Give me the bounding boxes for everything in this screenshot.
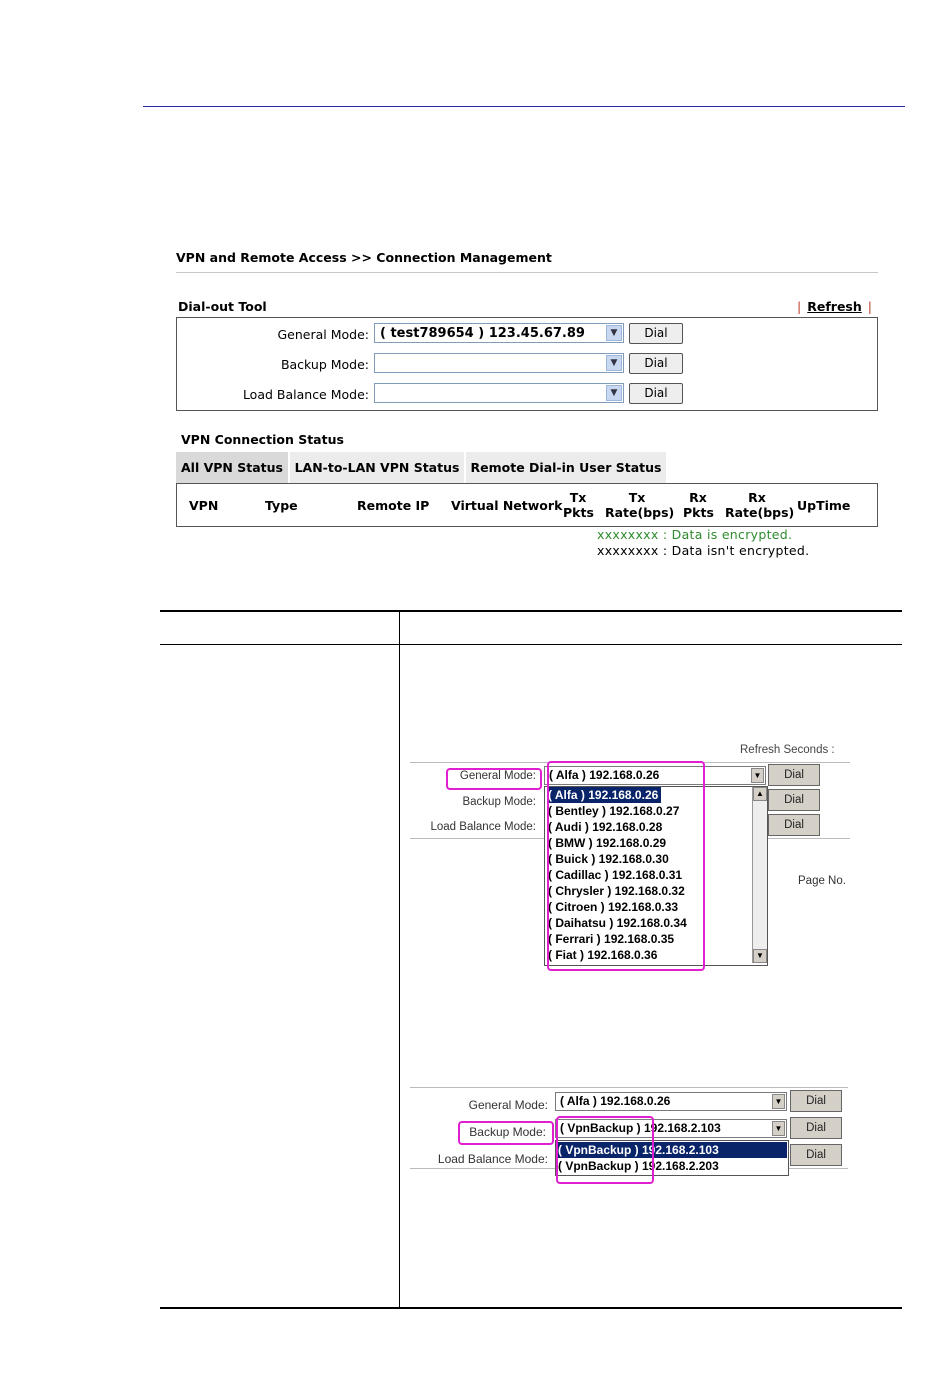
dropdown-option[interactable]: ( Buick ) 192.168.0.30	[548, 852, 669, 866]
breadcrumb-divider	[176, 272, 878, 273]
general-dial-button[interactable]: Dial	[768, 764, 820, 786]
refresh-area	[791, 299, 878, 314]
dropdown-option[interactable]: ( VpnBackup ) 192.168.2.203	[558, 1159, 719, 1173]
status-table-header	[176, 483, 878, 527]
general-mode-value: ( Alfa ) 192.168.0.26	[560, 1094, 671, 1108]
general-mode-row	[177, 323, 877, 347]
highlight-general-label	[446, 768, 542, 790]
dropdown-scrollbar[interactable]	[752, 787, 767, 963]
load-balance-dial-button[interactable]: Dial	[629, 383, 683, 404]
legend-not-encrypted: xxxxxxxx : Data isn't encrypted.	[597, 543, 810, 558]
dropdown-option[interactable]: ( Bentley ) 192.168.0.27	[548, 804, 680, 818]
load-balance-label: Load Balance Mode:	[430, 821, 536, 833]
doc-table-header-rule	[160, 644, 902, 645]
general-dial-button[interactable]: Dial	[629, 323, 683, 344]
backup-mode-value: ( VpnBackup ) 192.168.2.103	[560, 1121, 721, 1135]
general-mode-value: ( test789654 ) 123.45.67.89	[380, 326, 585, 341]
load-balance-label: Load Balance Mode:	[242, 387, 369, 402]
load-balance-dial-button[interactable]: Dial	[768, 814, 820, 836]
backup-mode-label: Backup Mode:	[280, 357, 369, 372]
breadcrumb: VPN and Remote Access >> Connection Management	[176, 250, 552, 265]
doc-table-top-rule	[160, 610, 902, 612]
backup-dial-button[interactable]: Dial	[629, 353, 683, 374]
separator: |	[797, 299, 802, 314]
col-uptime: UpTime	[797, 498, 851, 513]
vpn-status-title: VPN Connection Status	[181, 432, 344, 447]
load-balance-select[interactable]	[374, 383, 624, 403]
col-virtual-network: Virtual Network	[451, 498, 563, 513]
chevron-down-icon: ▼	[772, 1094, 785, 1109]
general-mode-label: General Mode:	[468, 1098, 548, 1112]
dropdown-option[interactable]: ( Daihatsu ) 192.168.0.34	[548, 916, 687, 930]
col-rx-rate: Rx Rate(bps)	[725, 490, 795, 520]
scroll-up-icon[interactable]: ▲	[753, 787, 767, 801]
col-remote-ip: Remote IP	[357, 498, 430, 513]
dropdown-option[interactable]: ( BMW ) 192.168.0.29	[548, 836, 667, 850]
backup-mode-row	[177, 353, 877, 377]
col-tx-pkts: Tx Pkts	[563, 490, 594, 520]
tab-all-vpn[interactable]: All VPN Status	[176, 452, 288, 483]
doc-table-bottom-rule	[160, 1307, 902, 1309]
scroll-down-icon[interactable]: ▼	[753, 949, 767, 963]
dropdown-option[interactable]: ( Cadillac ) 192.168.0.31	[548, 868, 683, 882]
general-mode-label: General Mode:	[459, 770, 536, 782]
chevron-down-icon: ▼	[751, 768, 764, 783]
load-balance-row	[177, 383, 877, 407]
doc-table-column-divider	[399, 612, 400, 1308]
load-balance-label: Load Balance Mode:	[437, 1152, 548, 1166]
col-type: Type	[265, 498, 298, 513]
dropdown-option[interactable]: ( Fiat ) 192.168.0.36	[548, 948, 658, 962]
general-mode-value: ( Alfa ) 192.168.0.26	[549, 768, 660, 782]
header-rule	[143, 106, 905, 107]
dropdown-option[interactable]: ( Chrysler ) 192.168.0.32	[548, 884, 685, 898]
dropdown-option[interactable]: ( Alfa ) 192.168.0.26	[548, 787, 661, 803]
dropdown-option[interactable]: ( Citroen ) 192.168.0.33	[548, 900, 679, 914]
top-border	[410, 1087, 848, 1088]
general-dial-button[interactable]: Dial	[790, 1090, 842, 1112]
dialout-title: Dial-out Tool	[178, 299, 267, 314]
general-mode-select[interactable]	[374, 323, 624, 343]
dropdown-option[interactable]: ( Audi ) 192.168.0.28	[548, 820, 663, 834]
load-balance-dial-button[interactable]: Dial	[790, 1144, 842, 1166]
chevron-down-icon: ▼	[772, 1121, 785, 1136]
tab-lan-to-lan[interactable]: LAN-to-LAN VPN Status	[290, 452, 464, 483]
tab-remote-dialin[interactable]: Remote Dial-in User Status	[466, 452, 666, 483]
highlight-backup-label	[458, 1121, 554, 1145]
backup-dial-button[interactable]: Dial	[768, 789, 820, 811]
dialout-panel	[176, 317, 878, 411]
refresh-seconds-label: Refresh Seconds :	[740, 744, 835, 756]
backup-dial-button[interactable]: Dial	[790, 1117, 842, 1139]
chevron-down-icon: ▼	[606, 355, 622, 371]
backup-mode-label: Backup Mode:	[469, 1125, 546, 1139]
col-rx-pkts: Rx Pkts	[683, 490, 714, 520]
chevron-down-icon: ▼	[606, 325, 622, 341]
chevron-down-icon: ▼	[606, 385, 622, 401]
col-tx-rate: Tx Rate(bps)	[605, 490, 675, 520]
backup-mode-label: Backup Mode:	[462, 796, 536, 808]
dropdown-option[interactable]: ( VpnBackup ) 192.168.2.103	[558, 1142, 787, 1158]
col-vpn: VPN	[189, 498, 219, 513]
legend-encrypted: xxxxxxxx : Data is encrypted.	[597, 527, 793, 542]
refresh-link[interactable]: Refresh	[807, 299, 862, 314]
dropdown-option[interactable]: ( Ferrari ) 192.168.0.35	[548, 932, 675, 946]
separator: |	[867, 299, 872, 314]
general-mode-select[interactable]	[555, 1092, 787, 1111]
highlight-options	[556, 1116, 654, 1184]
general-mode-label: General Mode:	[277, 327, 369, 342]
page-no-label: Page No.	[798, 875, 846, 887]
highlight-options	[547, 761, 705, 971]
backup-mode-select[interactable]	[374, 353, 624, 373]
